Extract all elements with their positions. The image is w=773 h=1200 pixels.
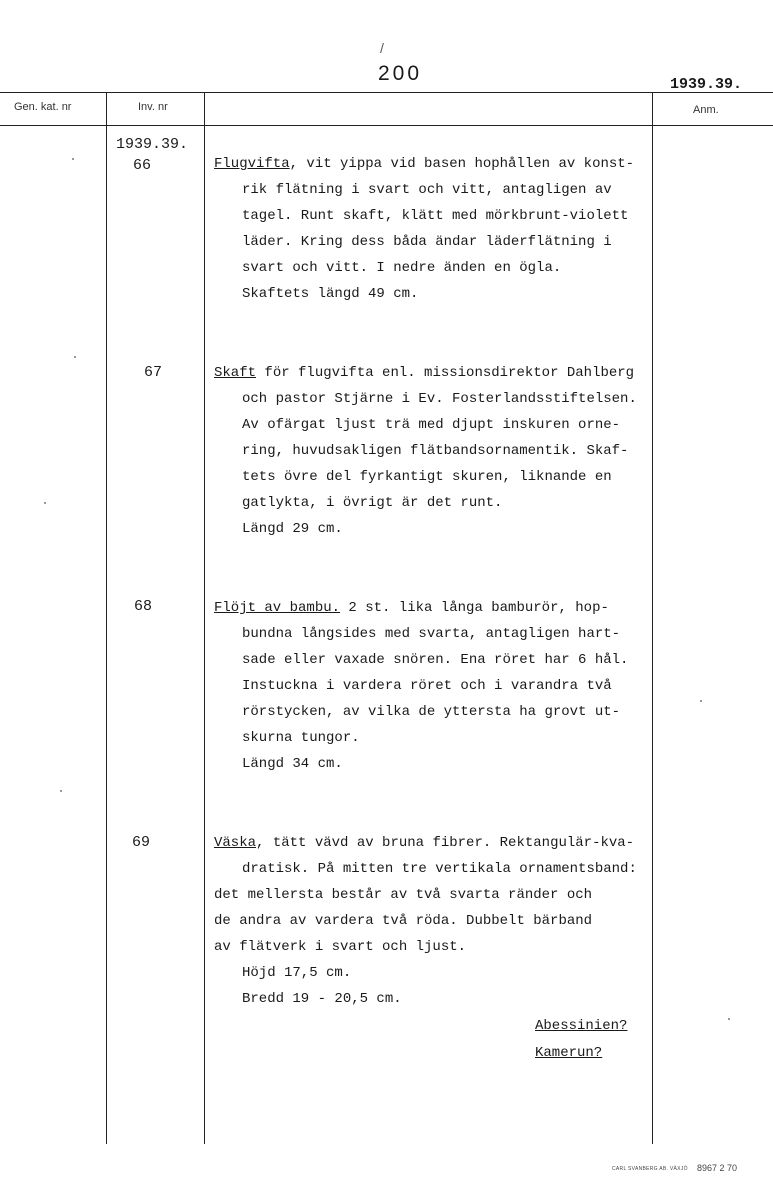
entry-line: gatlykta, i övrigt är det runt. (242, 495, 503, 511)
entry-line: bundna långsides med svarta, antagligen hart- (242, 626, 621, 642)
entry-title: Flöjt av bambu. (214, 600, 341, 616)
entry-line: Av ofärgat ljust trä med djupt inskuren orne- (242, 417, 621, 433)
entry-title: Skaft (214, 365, 257, 381)
entry-line: det mellersta består av två svarta ränder och (214, 887, 593, 903)
entry-number: 67 (144, 364, 163, 381)
scan-speck (60, 790, 62, 792)
entry-line: av flätverk i svart och ljust. (214, 939, 467, 955)
pencil-mark: / (380, 40, 384, 56)
entry-line: och pastor Stjärne i Ev. Fosterlandsstiftelsen. (242, 391, 637, 407)
entry-description (214, 151, 659, 307)
entry-line: svart och vitt. I nedre änden en ögla. (242, 260, 562, 276)
entry-number: 66 (133, 157, 152, 174)
scan-speck (74, 356, 76, 358)
page-number: 200 (378, 62, 423, 85)
entry-description (214, 595, 659, 777)
entry-number: 68 (134, 598, 153, 615)
column-header-gen-kat: Gen. kat. nr (14, 101, 72, 113)
form-code: 8967 2 70 (697, 1163, 738, 1173)
entry-line: läder. Kring dess båda ändar läderflätning i (242, 234, 612, 250)
entry-line: för flugvifta enl. missionsdirektor Dahlberg (256, 365, 635, 381)
column-divider-inv (106, 92, 107, 1144)
entry-line: sade eller vaxade snören. Ena röret har 6 hål. (242, 652, 629, 668)
entry-description (214, 360, 659, 542)
column-header-inv: Inv. nr (138, 101, 168, 113)
column-header-anm: Anm. (693, 104, 719, 116)
printer-imprint: CARL SVANBERG AB. VÄXJÖ (612, 1166, 688, 1172)
header-rule (0, 125, 773, 126)
scan-speck (44, 502, 46, 504)
entry-line: , tätt vävd av bruna fibrer. Rektangulär-kva- (256, 835, 635, 851)
entry-line: Längd 29 cm. (242, 521, 343, 537)
entry-line: Höjd 17,5 cm. (242, 965, 352, 981)
entry-description (214, 830, 659, 1012)
entry-line: dratisk. På mitten tre vertikala ornamentsband: (242, 861, 637, 877)
entry-line: tagel. Runt skaft, klätt med mörkbrunt-violett (242, 208, 629, 224)
entry-line: de andra av vardera två röda. Dubbelt bärband (214, 913, 593, 929)
entry-line: tets övre del fyrkantigt skuren, liknande en (242, 469, 612, 485)
entry-line: rik flätning i svart och vitt, antagligen av (242, 182, 612, 198)
origin-note: Abessinien? (535, 1018, 628, 1034)
scan-speck (700, 700, 702, 702)
top-rule (0, 92, 773, 93)
scan-speck (728, 1018, 730, 1020)
entry-line: ring, huvudsakligen flätbandsornamentik. Skaf- (242, 443, 629, 459)
entry-line: , vit yippa vid basen hophållen av konst- (289, 156, 635, 172)
entry-line: Bredd 19 - 20,5 cm. (242, 991, 402, 1007)
entry-line: skurna tungor. (242, 730, 360, 746)
entry-line: Längd 34 cm. (242, 756, 343, 772)
column-divider-desc (204, 92, 205, 1144)
entry-line: rörstycken, av vilka de yttersta ha grovt ut- (242, 704, 621, 720)
scan-speck (72, 158, 74, 160)
sheet-code: 1939.39. (670, 76, 743, 93)
entry-title: Flugvifta (214, 156, 290, 172)
entry-line: Skaftets längd 49 cm. (242, 286, 419, 302)
entry-year: 1939.39. (116, 136, 189, 153)
entry-line: Instuckna i vardera röret och i varandra två (242, 678, 612, 694)
entry-title: Väska (214, 835, 257, 851)
entry-line: 2 st. lika långa bamburör, hop- (340, 600, 609, 616)
origin-note: Kamerun? (535, 1045, 603, 1061)
entry-number: 69 (132, 834, 151, 851)
